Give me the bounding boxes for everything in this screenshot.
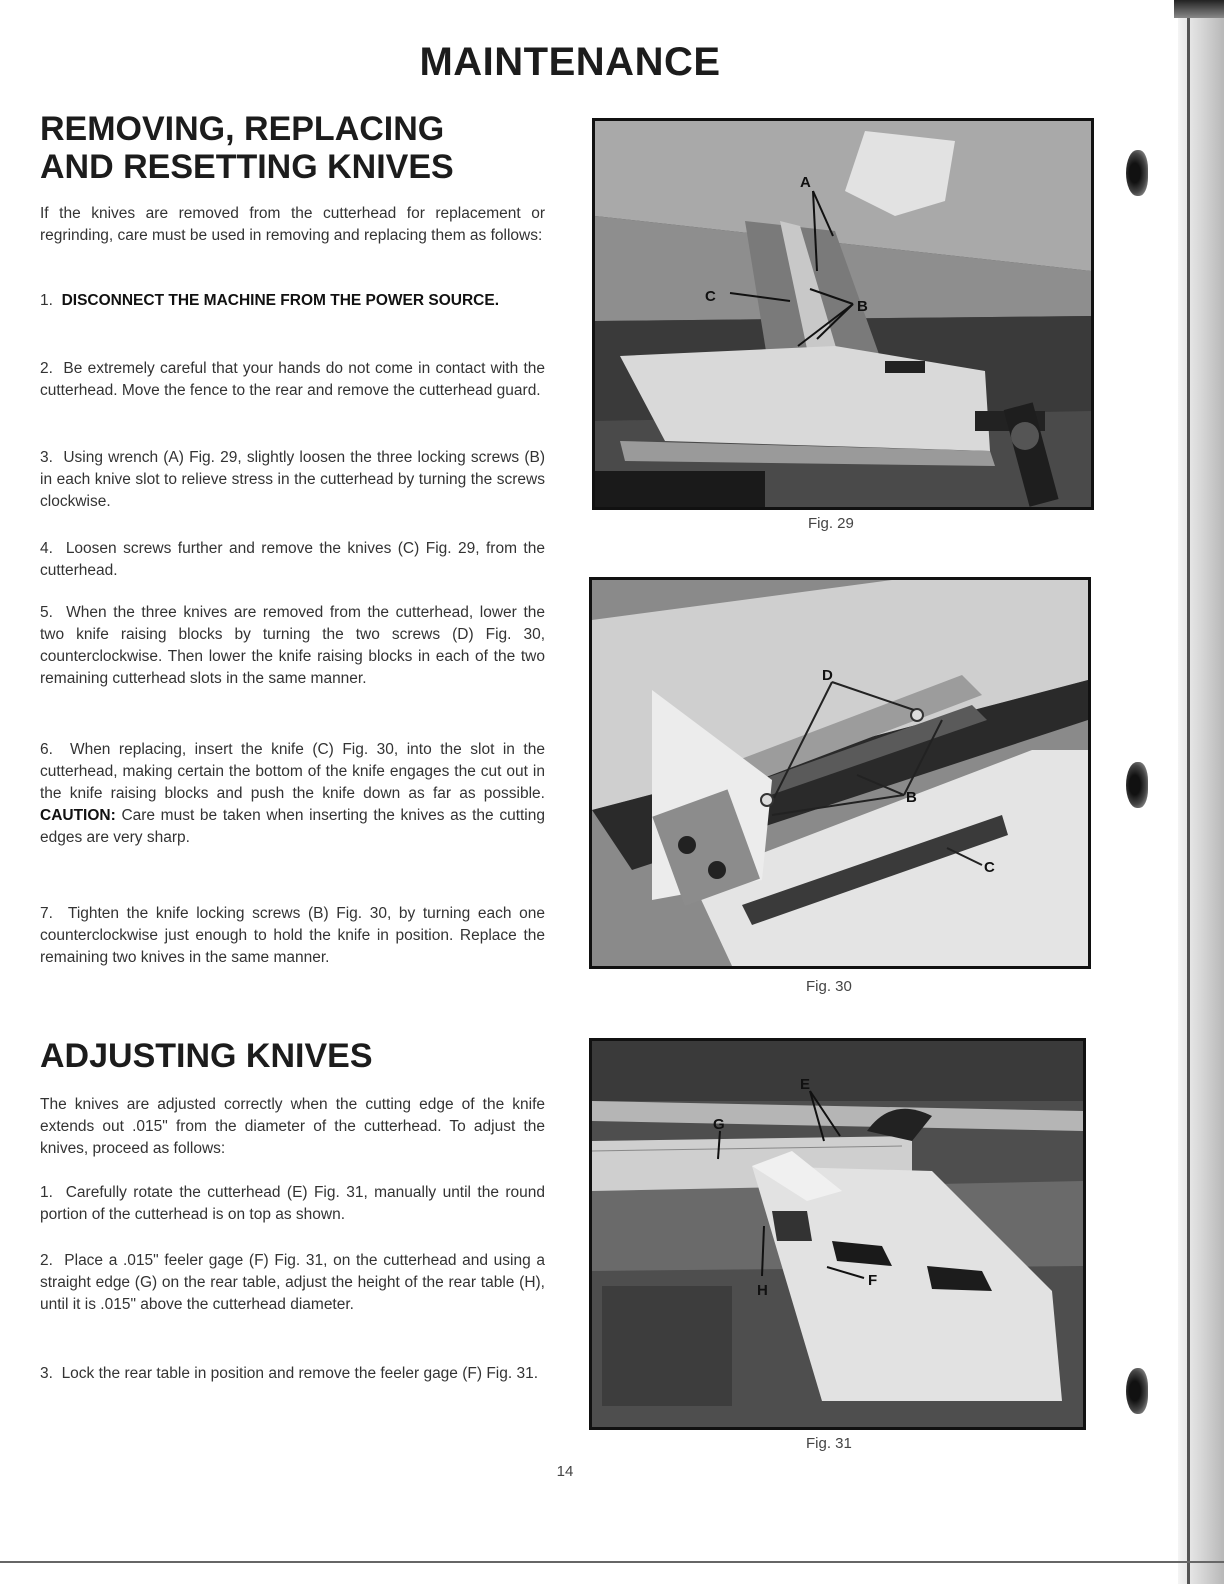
step-7 [40, 903, 545, 969]
step-3 [40, 447, 545, 513]
step-number: 6. [40, 741, 53, 758]
section-heading-removing [40, 110, 454, 186]
step-number: 5. [40, 604, 53, 621]
binder-hole [1126, 762, 1148, 808]
step-number: 3. [40, 449, 53, 466]
figure-31-photo [589, 1038, 1086, 1430]
page-edge-line [1187, 0, 1190, 1584]
step-warning: DISCONNECT THE MACHINE FROM THE POWER SOURCE. [61, 292, 500, 309]
heading-line: AND RESETTING KNIVES [40, 148, 454, 186]
figure-29-photo [592, 118, 1094, 510]
step-text: Tighten the knife locking screws (B) Fig. 30, by turning each one counterclockwise just enough to hold the knife in position. Replace the remaining two knives in the same manner. [40, 905, 545, 966]
step-text: Be extremely careful that your hands do not come in contact with the cutterhead. Move the fence to the rear and remove the cutterhead guard. [40, 360, 545, 399]
step-number: 1. [40, 1184, 53, 1201]
adjust-step-3 [40, 1363, 545, 1385]
figure-29-caption: Fig. 29 [808, 515, 854, 532]
step-text: When the three knives are removed from the cutterhead, lower the two knife raising blocks by turning the two screws (D) Fig. 30, counterclockwise. Then lower the knife raising blocks in each of the two remaining cutterhead slots in the same manner. [40, 604, 545, 687]
section-heading-adjusting: ADJUSTING KNIVES [40, 1037, 373, 1075]
step-text: Place a .015" feeler gage (F) Fig. 31, on the cutterhead and using a straight edge (G) on the rear table, adjust the height of the rear table (H), until it is .015" above the cutterhead diameter. [40, 1252, 545, 1313]
step-number: 3. [40, 1365, 53, 1382]
callout-c: C [984, 859, 995, 876]
step-6 [40, 739, 545, 849]
step-4 [40, 538, 545, 582]
step-number: 4. [40, 540, 53, 557]
callout-h: H [757, 1282, 768, 1299]
step-text: Carefully rotate the cutterhead (E) Fig. 31, manually until the round portion of the cutterhead is on top as shown. [40, 1184, 545, 1223]
callout-g: G [713, 1116, 725, 1133]
callout-f: F [868, 1272, 878, 1289]
step-number: 2. [40, 1252, 53, 1269]
heading-line: REMOVING, REPLACING [40, 110, 445, 148]
callout-e: E [800, 1076, 811, 1093]
step-number: 2. [40, 360, 53, 377]
callout-a: A [800, 174, 811, 191]
step-1 [40, 290, 545, 312]
figure-30-caption: Fig. 30 [806, 978, 852, 995]
adjust-intro-paragraph: The knives are adjusted correctly when the cutting edge of the knife extends out .015" from the diameter of the cutterhead. To adjust the knives, proceed as follows: [40, 1096, 545, 1157]
callout-c: C [705, 288, 716, 305]
callout-d: D [822, 667, 833, 684]
binder-hole [1126, 150, 1148, 196]
page-number: 14 [556, 1463, 574, 1480]
step-number: 1. [40, 292, 53, 309]
caution-label: CAUTION: [40, 807, 116, 824]
step-number: 7. [40, 905, 53, 922]
callout-b: B [906, 789, 917, 806]
step-text: Care must be taken when inserting the knives as the cutting edges are very sharp. [40, 807, 545, 846]
step-text: Lock the rear table in position and remove the feeler gage (F) Fig. 31. [61, 1365, 539, 1382]
page-title: MAINTENANCE [419, 40, 721, 84]
page-edge [1178, 0, 1224, 1584]
step-5 [40, 602, 545, 690]
figure-31-caption: Fig. 31 [806, 1435, 852, 1452]
figure-30-photo [589, 577, 1091, 969]
intro-paragraph: If the knives are removed from the cutterhead for replacement or regrinding, care must be used in removing and replacing them as follows: [40, 205, 545, 244]
adjust-step-1 [40, 1182, 545, 1226]
step-text: When replacing, insert the knife (C) Fig. 30, into the slot in the cutterhead, making certain the bottom of the knife engages the cut out in the knife raising blocks and push the knife down as far as possible. [40, 741, 545, 802]
binder-hole [1126, 1368, 1148, 1414]
bottom-rule [0, 1561, 1224, 1563]
figure-30-illustration [592, 580, 1088, 966]
figure-31-illustration [592, 1041, 1083, 1427]
page-top-shadow [1174, 0, 1224, 18]
callout-b: B [857, 298, 868, 315]
step-text: Using wrench (A) Fig. 29, slightly loosen the three locking screws (B) in each knive slot to relieve stress in the cutterhead by turning the screws clockwise. [40, 449, 546, 510]
step-text: Loosen screws further and remove the knives (C) Fig. 29, from the cutterhead. [40, 540, 545, 579]
step-2 [40, 358, 545, 402]
adjust-step-2 [40, 1250, 545, 1316]
figure-29-illustration [595, 121, 1091, 507]
